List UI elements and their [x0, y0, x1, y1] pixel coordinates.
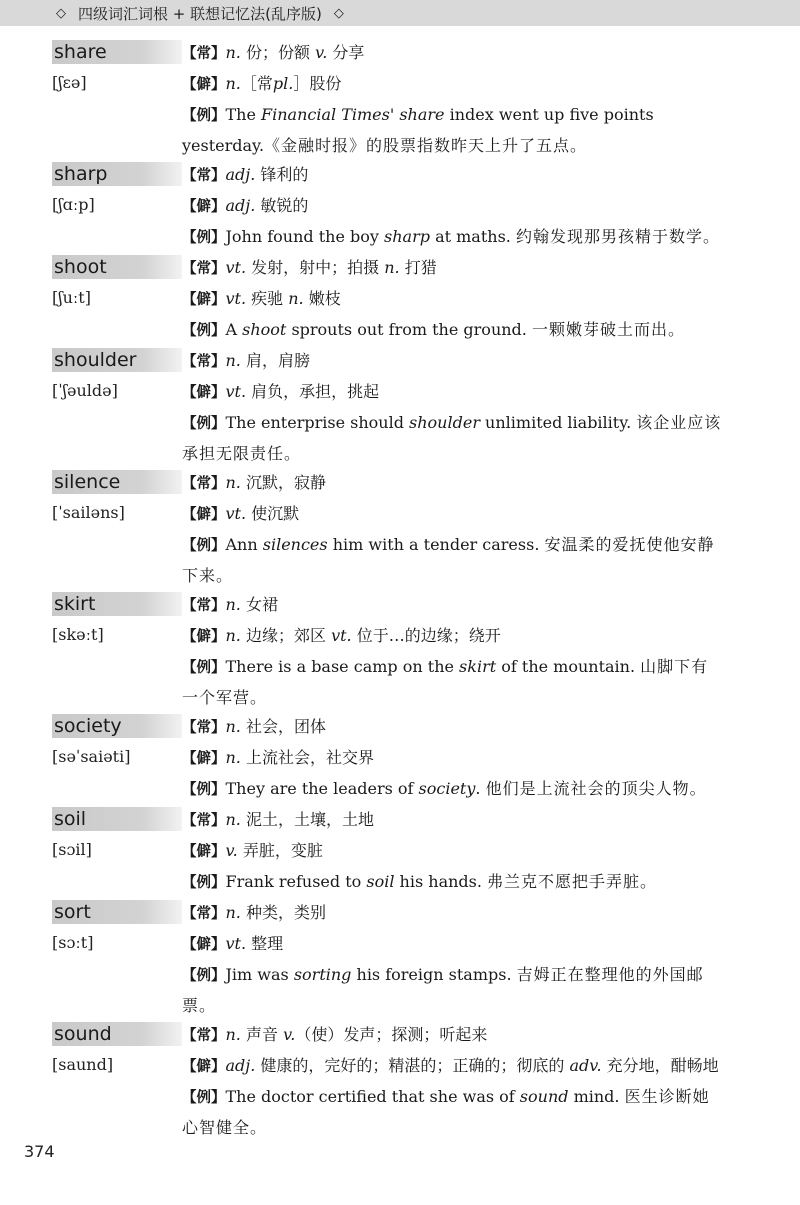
example-label: 【例】 [182, 538, 226, 554]
example-english: There is a base camp on the [225, 657, 460, 676]
part-of-speech: vt. [225, 289, 247, 308]
part-of-speech: n. [225, 748, 241, 767]
phonetic: [saund] [52, 1055, 114, 1074]
example-english: soil [366, 872, 395, 891]
common-definition [182, 712, 724, 743]
definition-text: ［常 [240, 74, 273, 93]
example-english: of the mountain. [496, 657, 641, 676]
example-label: 【例】 [182, 660, 226, 676]
vocab-entry-8 [52, 898, 724, 1020]
definition-text: 肩，肩膀 [240, 351, 310, 370]
example-english: his foreign stamps. [351, 965, 517, 984]
vocab-entry-3 [52, 346, 724, 468]
definition-text: 份；份额 [240, 43, 316, 62]
example-english: silences [262, 535, 328, 554]
example-sentence [182, 1082, 724, 1142]
common-label: 【常】 [182, 261, 226, 277]
headword: sort [52, 900, 182, 924]
rare-definition [182, 377, 724, 408]
definition-text: 敏锐的 [255, 196, 309, 215]
phonetic: [ʃɛə] [52, 73, 87, 92]
definition-text: 边缘；郊区 [240, 626, 332, 645]
rare-label: 【僻】 [182, 1059, 226, 1075]
headword: sound [52, 1022, 182, 1046]
definition-text: 使沉默 [246, 504, 300, 523]
definition-text: （使）发声；探测；听起来 [295, 1025, 488, 1044]
common-label: 【常】 [182, 1028, 226, 1044]
example-english: sorting [293, 965, 352, 984]
common-definition [182, 38, 724, 69]
part-of-speech: n. [225, 43, 241, 62]
part-of-speech: v. [225, 841, 238, 860]
phonetic: [sɔil] [52, 840, 92, 859]
common-label: 【常】 [182, 168, 226, 184]
example-sentence [182, 222, 724, 253]
example-label: 【例】 [182, 782, 226, 798]
vocab-entry-7 [52, 805, 724, 898]
part-of-speech: pl. [272, 74, 294, 93]
headword: soil [52, 807, 182, 831]
rare-definition [182, 621, 724, 652]
part-of-speech: n. [225, 903, 241, 922]
example-english: The doctor certified that she was of [225, 1087, 520, 1106]
headword: share [52, 40, 182, 64]
rare-label: 【僻】 [182, 77, 226, 93]
phonetic: [skəːt] [52, 625, 104, 644]
example-sentence [182, 530, 724, 590]
rare-label: 【僻】 [182, 292, 226, 308]
example-label: 【例】 [182, 968, 226, 984]
part-of-speech: n. [225, 351, 241, 370]
example-english: The [225, 105, 262, 124]
headword: skirt [52, 592, 182, 616]
rare-definition [182, 191, 724, 222]
part-of-speech: vt. [225, 504, 247, 523]
definition-text: 整理 [246, 934, 284, 953]
example-label: 【例】 [182, 875, 226, 891]
definition-text: 声音 [240, 1025, 284, 1044]
phonetic: [ˈʃəuldə] [52, 381, 118, 400]
common-definition [182, 468, 724, 499]
part-of-speech: adj. [225, 196, 256, 215]
vocab-entry-2 [52, 253, 724, 346]
part-of-speech: vt. [331, 626, 352, 645]
example-english: Frank refused to [225, 872, 367, 891]
part-of-speech: n. [225, 473, 241, 492]
definition-text: 疾驰 [246, 289, 289, 308]
part-of-speech: n. [225, 626, 241, 645]
definition-text: 分享 [327, 43, 365, 62]
phonetic: [səˈsaiəti] [52, 747, 131, 766]
example-chinese: 该企业应该承担无限责任。 [182, 413, 722, 463]
common-definition [182, 160, 724, 191]
common-definition [182, 805, 724, 836]
definition-text: 嫩枝 [303, 289, 341, 308]
example-english: at maths. [429, 227, 516, 246]
rare-label: 【僻】 [182, 751, 226, 767]
example-label: 【例】 [182, 108, 226, 124]
example-label: 【例】 [182, 416, 226, 432]
rare-definition [182, 929, 724, 960]
example-english: share [399, 105, 445, 124]
example-english: Ann [225, 535, 263, 554]
rare-label: 【僻】 [182, 629, 226, 645]
example-sentence [182, 774, 724, 805]
example-english: sound [519, 1087, 569, 1106]
common-label: 【常】 [182, 598, 226, 614]
example-english: They are the leaders of [225, 779, 419, 798]
rare-definition [182, 743, 724, 774]
vocab-entry-5 [52, 590, 724, 712]
example-chinese: 约翰发现那男孩精于数学。 [515, 227, 720, 246]
vocab-entry-0 [52, 38, 724, 160]
rare-label: 【僻】 [182, 844, 226, 860]
example-english: society [418, 779, 476, 798]
definition-text: 弄脏，变脏 [237, 841, 323, 860]
part-of-speech: adj. [225, 1056, 256, 1075]
common-definition [182, 898, 724, 929]
rare-definition [182, 1051, 724, 1082]
definition-text: 沉默，寂静 [240, 473, 326, 492]
rare-label: 【僻】 [182, 385, 226, 401]
example-english: him with a tender caress. [327, 535, 545, 554]
part-of-speech: vt. [225, 258, 247, 277]
example-chinese: 安温柔的爱抚使他安静下来。 [182, 535, 715, 585]
rare-definition [182, 69, 724, 100]
rare-definition [182, 499, 724, 530]
definition-text: 充分地，酣畅地 [601, 1056, 719, 1075]
common-label: 【常】 [182, 46, 226, 62]
example-english: sprouts out from the ground. [286, 320, 532, 339]
part-of-speech: vt. [225, 382, 247, 401]
example-chinese: 医生诊断她心智健全。 [182, 1087, 710, 1137]
example-sentence [182, 408, 724, 468]
example-sentence [182, 960, 724, 1020]
rare-definition [182, 836, 724, 867]
vocab-entry-1 [52, 160, 724, 253]
example-english: Financial Times [261, 105, 390, 124]
example-label: 【例】 [182, 323, 226, 339]
common-label: 【常】 [182, 813, 226, 829]
diamond-bullet-icon: ◇ [333, 5, 344, 21]
example-label: 【例】 [182, 230, 226, 246]
example-chinese: 他们是上流社会的顶尖人物。 [485, 779, 707, 798]
example-chinese: 山脚下有一个军营。 [182, 657, 709, 707]
example-english: John found the boy [225, 227, 385, 246]
example-chinese: 吉姆正在整理他的外国邮票。 [182, 965, 704, 1015]
rare-label: 【僻】 [182, 507, 226, 523]
common-label: 【常】 [182, 354, 226, 370]
common-definition [182, 346, 724, 377]
part-of-speech: n. [225, 74, 241, 93]
example-sentence [182, 652, 724, 712]
vocab-entry-4 [52, 468, 724, 590]
phonetic: [ʃɑːp] [52, 195, 95, 214]
book-title: 四级词汇词根 + 联想记忆法(乱序版) [78, 4, 322, 23]
example-english: mind. [568, 1087, 625, 1106]
headword: silence [52, 470, 182, 494]
example-english: shoot [242, 320, 287, 339]
definition-text: 种类，类别 [240, 903, 326, 922]
part-of-speech: n. [225, 595, 241, 614]
headword: sharp [52, 162, 182, 186]
definition-text: 位于…的边缘；绕开 [351, 626, 501, 645]
phonetic: [ʃuːt] [52, 288, 91, 307]
part-of-speech: v. [283, 1025, 296, 1044]
rare-definition [182, 284, 724, 315]
headword: society [52, 714, 182, 738]
example-english: index went up five points yesterday. [182, 105, 654, 155]
common-definition [182, 1020, 724, 1051]
example-english: shoulder [409, 413, 480, 432]
common-definition [182, 590, 724, 621]
part-of-speech: adv. [569, 1056, 602, 1075]
example-chinese: 《金融时报》的股票指数昨天上升了五点。 [264, 136, 588, 155]
vocab-entry-6 [52, 712, 724, 805]
definition-text: 发射，射中；拍摄 [246, 258, 385, 277]
part-of-speech: n. [225, 717, 241, 736]
rare-label: 【僻】 [182, 199, 226, 215]
example-english: skirt [459, 657, 497, 676]
vocab-entry-9 [52, 1020, 724, 1142]
example-sentence [182, 315, 724, 346]
common-label: 【常】 [182, 720, 226, 736]
part-of-speech: vt. [225, 934, 247, 953]
definition-text: 健康的，完好的；精湛的；正确的；彻底的 [255, 1056, 570, 1075]
phonetic: [sɔːt] [52, 933, 94, 952]
example-english: Jim was [225, 965, 294, 984]
example-chinese: 弗兰克不愿把手弄脏。 [487, 872, 658, 891]
example-english: sharp [384, 227, 430, 246]
example-english: unlimited liability. [479, 413, 637, 432]
definition-text: 锋利的 [255, 165, 309, 184]
phonetic: [ˈsailəns] [52, 503, 125, 522]
part-of-speech: v. [315, 43, 328, 62]
example-english: The enterprise should [225, 413, 410, 432]
part-of-speech: n. [225, 810, 241, 829]
definition-text: 上流社会，社交界 [240, 748, 374, 767]
page-number: 374 [24, 1142, 55, 1161]
example-chinese: 一颗嫩芽破土而出。 [531, 320, 685, 339]
common-definition [182, 253, 724, 284]
definition-text: 肩负，承担，挑起 [246, 382, 380, 401]
rare-label: 【僻】 [182, 937, 226, 953]
diamond-bullet-icon: ◇ [56, 5, 66, 21]
definition-text: 女裙 [240, 595, 278, 614]
example-english: his hands. [394, 872, 488, 891]
example-label: 【例】 [182, 1090, 226, 1106]
example-english: A [225, 320, 243, 339]
common-label: 【常】 [182, 906, 226, 922]
part-of-speech: adj. [225, 165, 256, 184]
common-label: 【常】 [182, 476, 226, 492]
headword: shoulder [52, 348, 182, 372]
example-sentence [182, 100, 724, 160]
example-english: . [475, 779, 486, 798]
definition-text: 社会，团体 [240, 717, 326, 736]
definition-text: 打猎 [399, 258, 437, 277]
page-header [0, 0, 800, 26]
definition-text: 泥土，土壤，土地 [240, 810, 374, 829]
definition-text: ］股份 [293, 74, 342, 93]
vocabulary-list [52, 38, 724, 1142]
example-english: ' [389, 105, 400, 124]
headword: shoot [52, 255, 182, 279]
part-of-speech: n. [384, 258, 400, 277]
part-of-speech: n. [225, 1025, 241, 1044]
part-of-speech: n. [288, 289, 304, 308]
example-sentence [182, 867, 724, 898]
